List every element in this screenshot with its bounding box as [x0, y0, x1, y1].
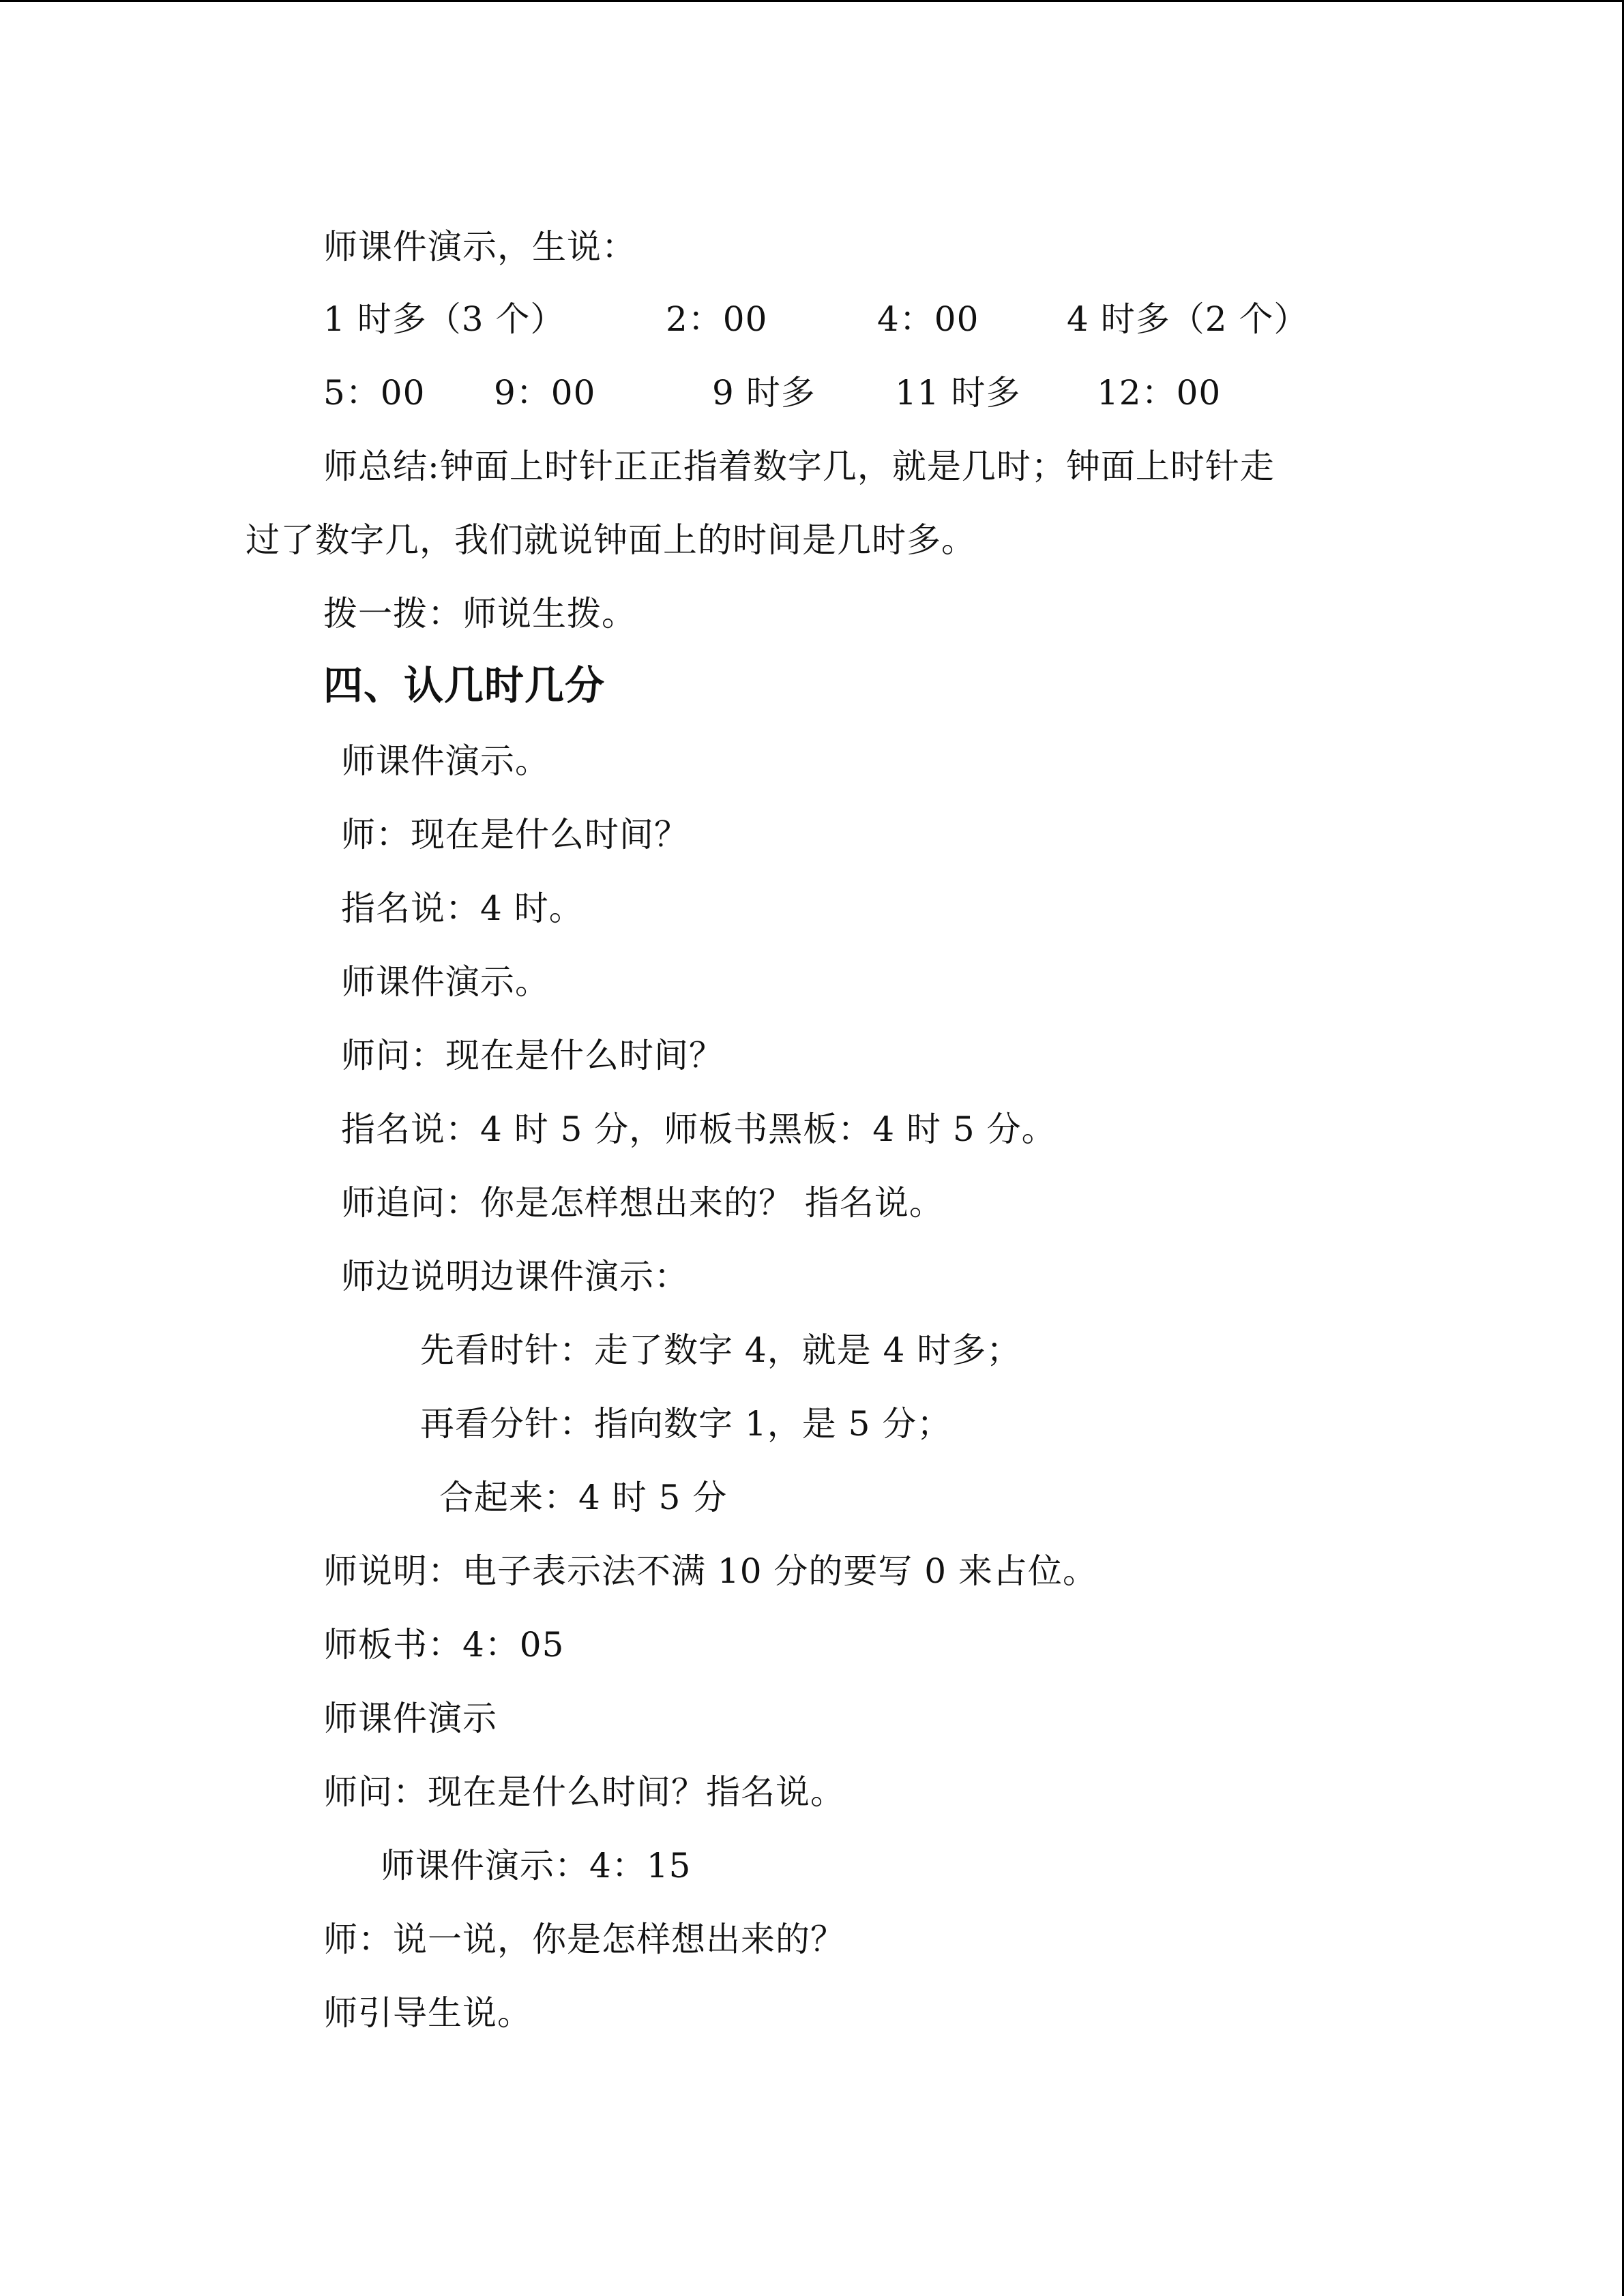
text-line: 过了数字几，我们就说钟面上的时间是几时多。 — [246, 520, 976, 560]
time-item: 2：00 — [666, 299, 768, 339]
text-line: 先看时针：走了数字 4，就是 4 时多； — [420, 1330, 1022, 1370]
text-line: 师问：现在是什么时间？ — [341, 1036, 724, 1075]
section-heading: 四、认几时几分 — [323, 662, 606, 709]
text-line: 师课件演示 — [323, 1699, 497, 1738]
text-line: 师板书：4：05 — [323, 1625, 565, 1665]
text-line: 师：说一说，你是怎样想出来的？ — [323, 1920, 845, 1959]
text-line: 师追问：你是怎样想出来的？ 指名说。 — [341, 1183, 944, 1223]
time-item: 1 时多（3 个） — [323, 299, 565, 339]
time-item: 9：00 — [494, 373, 596, 413]
time-item: 9 时多 — [712, 373, 816, 413]
time-item: 12：00 — [1097, 373, 1222, 413]
text-line: 师课件演示：4：15 — [381, 1846, 692, 1885]
text-line: 师课件演示。 — [341, 962, 550, 1002]
text-line: 指名说：4 时 5 分，师板书黑板：4 时 5 分。 — [341, 1109, 1057, 1149]
text-line: 合起来：4 时 5 分 — [439, 1478, 728, 1517]
time-item: 4 时多（2 个） — [1067, 299, 1309, 339]
time-item: 11 时多 — [895, 373, 1021, 413]
text-line: 师引导生说。 — [323, 1993, 532, 2033]
time-item: 4：00 — [877, 299, 979, 339]
text-line: 指名说：4 时。 — [341, 889, 584, 928]
text-line: 师课件演示，生说： — [323, 227, 636, 267]
text-line: 师课件演示。 — [341, 741, 550, 781]
text-line: 师边说明边课件演示： — [341, 1257, 689, 1296]
text-line: 师说明：电子表示法不满 10 分的要写 0 来占位。 — [323, 1551, 1098, 1591]
time-item: 5：00 — [323, 373, 426, 413]
text-line: 拨一拨：师说生拨。 — [323, 594, 636, 633]
text-line: 师：现在是什么时间？ — [341, 815, 689, 854]
text-line: 师总结:钟面上时针正正指着数字几，就是几时；钟面上时针走 — [323, 447, 1275, 486]
text-line: 师问：现在是什么时间？指名说。 — [323, 1772, 845, 1812]
text-line: 再看分针：指向数字 1，是 5 分； — [420, 1404, 952, 1444]
